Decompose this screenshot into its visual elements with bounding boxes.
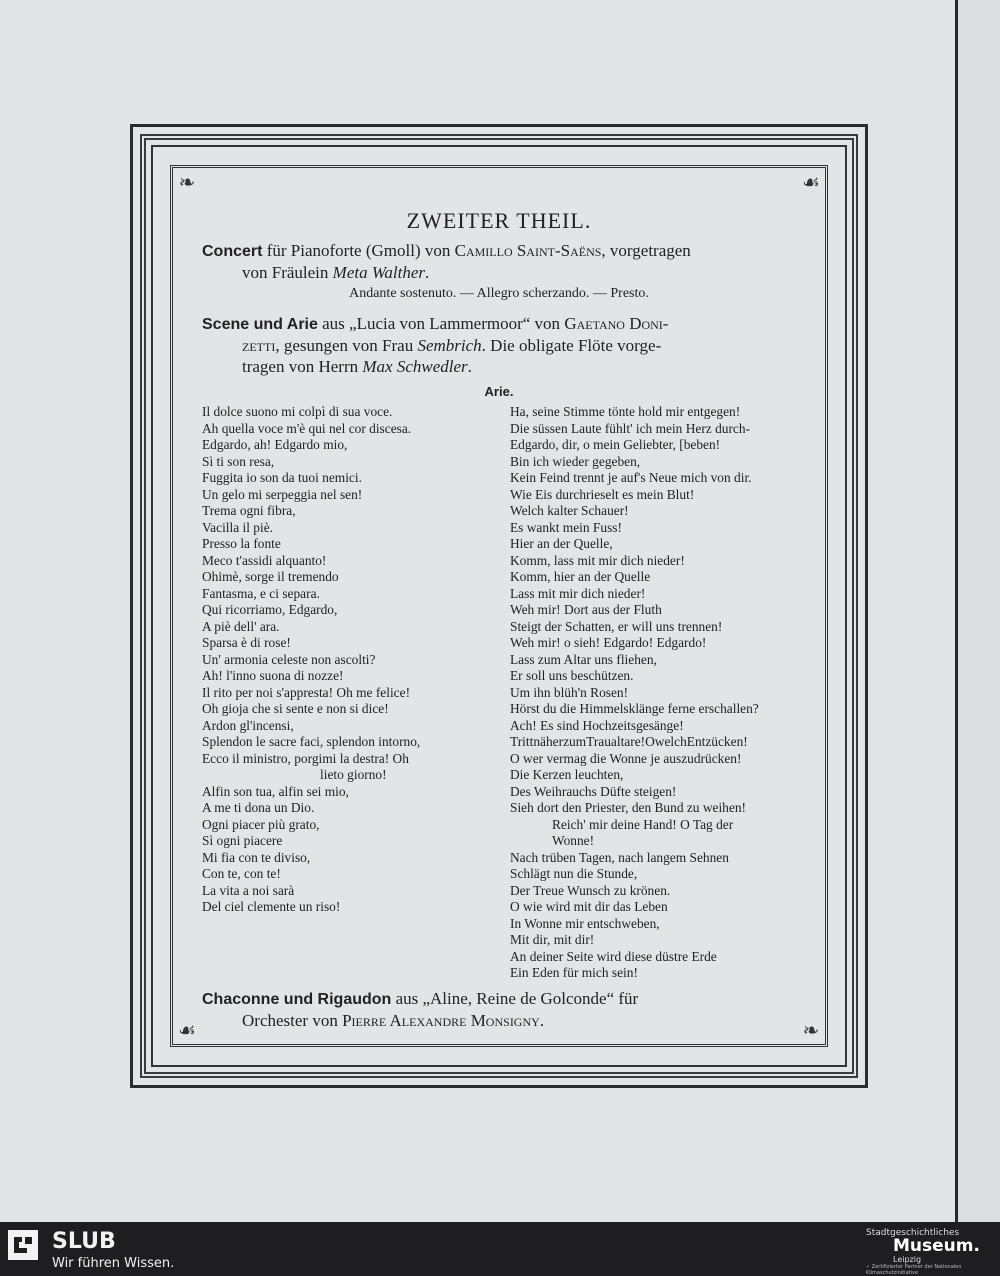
- lyric-line: An deiner Seite wird diese düstre Erde: [510, 948, 717, 964]
- slub-logo-icon: [8, 1230, 38, 1260]
- lyric-line: In Wonne mir entschweben,: [510, 915, 660, 931]
- lyric-line: A me ti dona un Dio.: [202, 800, 315, 815]
- lyric-line: Oh gioja che si sente e non si dice!: [202, 701, 389, 716]
- section-title: ZWEITER THEIL.: [406, 208, 592, 233]
- lyric-line: Ecco il ministro, porgimi la destra! Oh: [202, 750, 409, 766]
- lyric-line: Lass zum Altar uns fliehen,: [510, 651, 657, 667]
- flutist-name: Max Schwedler: [362, 357, 468, 376]
- lyric-line: Fantasma, e ci separa.: [202, 585, 320, 601]
- lyric-line: Ah quella voce m'è qui nel cor discesa.: [202, 420, 412, 436]
- lyric-line: Die Kerzen leuchten,: [510, 767, 624, 782]
- lyric-line: Sparsa è di rose!: [202, 635, 291, 650]
- corner-ornament-icon: ❧: [802, 1018, 820, 1042]
- next-page-edge: [958, 0, 1000, 1222]
- lyric-line: Wonne!: [552, 833, 595, 848]
- lyric-line: Reich' mir deine Hand! O Tag der: [552, 816, 734, 832]
- singer-name: Sembrich: [417, 336, 482, 355]
- lyric-line: Ardon gl'incensi,: [202, 717, 294, 733]
- lyric-line: Splendon le sacre faci, splendon intorno,: [202, 734, 421, 749]
- corner-ornament-icon: ☙: [802, 170, 820, 194]
- lyric-line: Weh mir! o sieh! Edgardo! Edgardo!: [510, 635, 707, 650]
- lyric-line: Vacilla il piè.: [202, 519, 274, 535]
- lyric-line: Sì ti son resa,: [202, 453, 275, 469]
- german-lyrics: [510, 404, 805, 982]
- lyric-line: A piè dell' ara.: [202, 618, 280, 634]
- lyric-line: Ah! l'inno suona di nozze!: [202, 668, 344, 683]
- lyric-line: Es wankt mein Fuss!: [510, 519, 622, 535]
- item-lead: Concert: [202, 243, 263, 260]
- lyric-line: Sì ogni piacere: [202, 833, 283, 848]
- composer-name: Gaetano Doni-: [564, 314, 669, 333]
- lyric-line: Komm, hier an der Quelle: [510, 569, 651, 584]
- lyric-line: Um ihn blüh'n Rosen!: [510, 684, 629, 700]
- lyric-line: Hörst du die Himmelsklänge ferne erschallen?: [510, 701, 759, 716]
- lyric-line: Kein Feind trennt je auf's Neue mich von dir.: [510, 470, 752, 485]
- lyric-line: Qui ricorriamo, Edgardo,: [202, 602, 338, 617]
- lyric-line: Con te, con te!: [202, 866, 281, 881]
- corner-ornament-icon: ❧: [178, 170, 196, 194]
- museum-label-top: Stadtgeschichtliches: [866, 1228, 960, 1238]
- composer-name: Pierre Alexandre Monsigny: [342, 1011, 540, 1030]
- lyric-line: Edgardo, dir, o mein Geliebter, [beben!: [510, 437, 721, 452]
- italian-lyrics: [202, 404, 497, 916]
- lyric-line: Sieh dort den Priester, den Bund zu weihen!: [510, 800, 746, 815]
- page-fold: [955, 0, 958, 1222]
- lyric-line: Ach! Es sind Hochzeitsgesänge!: [510, 717, 684, 733]
- lyric-line: Schlägt nun die Stunde,: [510, 866, 638, 881]
- program-item-chaconne: Chaconne und Rigaudon aus „Aline, Reine de Golconde“ für Orchester von Pierre Alexandre Monsigny.: [202, 989, 639, 1030]
- lyric-line: Wie Eis durchrieselt es mein Blut!: [510, 486, 695, 502]
- lyric-line: Nach trüben Tagen, nach langem Sehnen: [510, 849, 729, 865]
- item-lead: Chaconne und Rigaudon: [202, 991, 392, 1008]
- performer-name: Meta Walther: [332, 263, 426, 282]
- program-item-scene-arie: Scene und Arie aus „Lucia von Lammermoor“ von Gaetano Doni- zetti, gesungen von Frau Sembrich. Die obligate Flöte vorge- tragen von Herrn Max Schwedler.: [202, 314, 669, 376]
- lyric-line: Trema ogni fibra,: [202, 503, 296, 518]
- lyric-line: Il dolce suono mi colpì di sua voce.: [202, 404, 393, 419]
- lyric-line: Alfin son tua, alfin sei mio,: [202, 783, 349, 799]
- lyric-line: Welch kalter Schauer!: [510, 503, 629, 518]
- lyric-line: Edgardo, ah! Edgardo mio,: [202, 437, 348, 452]
- lyric-line: Er soll uns beschützen.: [510, 668, 634, 683]
- lyric-line: Ein Eden für mich sein!: [510, 965, 638, 980]
- lyric-line: Bin ich wieder gegeben,: [510, 453, 641, 469]
- corner-ornament-icon: ☙: [178, 1018, 196, 1042]
- lyric-line: Un gelo mi serpeggia nel sen!: [202, 486, 363, 502]
- lyric-line: Komm, lass mit mir dich nieder!: [510, 552, 685, 568]
- lyric-line: Meco t'assidi alquanto!: [202, 552, 327, 568]
- lyric-line: La vita a noi sarà: [202, 882, 295, 898]
- lyric-line: O wie wird mit dir das Leben: [510, 899, 668, 914]
- lyric-line: TrittnäherzumTraualtare!OwelchEntzücken!: [510, 734, 748, 749]
- slub-tagline: Wir führen Wissen.: [52, 1256, 175, 1271]
- lyric-line: Ohimè, sorge il tremendo: [202, 569, 339, 584]
- lyric-line: Die süssen Laute fühlt' ich mein Herz durch-: [510, 420, 751, 436]
- program-item-concert: Concert für Pianoforte (Gmoll) von Camillo Saint-Saëns, vorgetragen von Fräulein Meta Walther.: [202, 241, 691, 282]
- lyric-line: Hier an der Quelle,: [510, 536, 613, 551]
- lyric-line: Des Weihrauchs Düfte steigen!: [510, 783, 677, 799]
- lyric-line: lieto giorno!: [320, 767, 387, 782]
- museum-city: Leipzig: [893, 1255, 922, 1264]
- lyric-line: Ha, seine Stimme tönte hold mir entgegen!: [510, 404, 741, 419]
- lyric-line: Del ciel clemente un riso!: [202, 899, 341, 914]
- lyric-line: Weh mir! Dort aus der Fluth: [510, 602, 662, 617]
- lyric-line: Fuggita io son da tuoi nemici.: [202, 470, 362, 485]
- lyric-line: Mi fia con te diviso,: [202, 849, 311, 865]
- lyric-line: Steigt der Schatten, er will uns trennen!: [510, 618, 723, 634]
- lyric-line: Un' armonia celeste non ascolti?: [202, 651, 376, 667]
- lyric-line: Der Treue Wunsch zu krönen.: [510, 882, 671, 898]
- arie-heading: Arie.: [484, 384, 514, 399]
- museum-certificate: ✓ Zertifizierter Partner der Nationalen Klimaschutzinitiative: [866, 1264, 962, 1276]
- composer-name: Camillo Saint-Saëns: [454, 241, 602, 260]
- lyric-line: Presso la fonte: [202, 536, 281, 551]
- slub-name: SLUB: [52, 1229, 116, 1254]
- tempo-markings: Andante sostenuto. — Allegro scherzando. — Presto.: [349, 286, 649, 301]
- museum-name: Museum.: [893, 1236, 980, 1256]
- lyric-line: Il rito per noi s'appresta! Oh me felice!: [202, 684, 411, 700]
- lyric-line: Ogni piacer più grato,: [202, 816, 320, 832]
- lyric-line: Lass mit mir dich nieder!: [510, 585, 646, 601]
- lyric-line: O wer vermag die Wonne je auszudrücken!: [510, 750, 742, 766]
- item-lead: Scene und Arie: [202, 316, 318, 333]
- lyric-line: Mit dir, mit dir!: [510, 932, 595, 947]
